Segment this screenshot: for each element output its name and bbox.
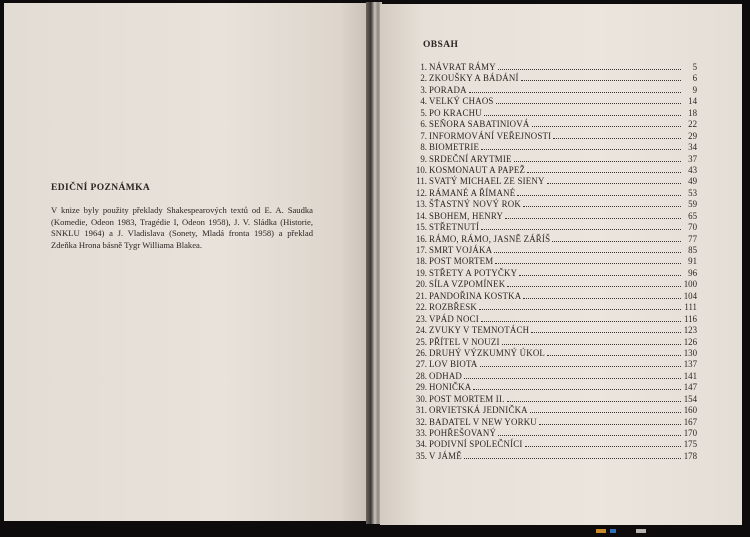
dot-leader [496,102,681,104]
dot-leader [527,171,681,173]
dot-leader [507,400,681,402]
dot-leader [523,297,681,299]
dot-leader [498,68,681,70]
toc-entry [413,382,697,393]
editorial-note-text: V knize byly použity překlady Shakespearových textů od E. A. Saudka (Komedie, Odeon 1983, Tragédie I, Odeon 1958), J. V. Sládka (Historie, SNKLU 1964) a J. Vladislava (Sonety, Mladá fronta 1958) a překlad Zdeňka Hrona básně Tygr Williama Blakea. [51,205,313,250]
editorial-note-heading: EDIČNÍ POZNÁMKA [51,183,151,193]
chapter-number: 17. [415,245,427,255]
page-number: 126 [683,336,697,347]
toc-entry [413,108,697,119]
chapter-title: SÍLA VZPOMÍNEK [429,279,506,290]
chapter-title: BIOMETRIE [429,142,480,153]
chapter-number: 25. [415,336,427,347]
chapter-title: HONIČKA [429,382,472,393]
chapter-number: 32. [415,416,427,427]
dot-leader [481,228,681,230]
toc-entry [413,131,697,142]
chapter-number: 11. [416,176,427,187]
chapter-title: ZVUKY V TEMNOTÁCH [429,325,530,336]
dot-leader [505,217,681,219]
chapter-number: 29. [415,382,427,393]
chapter-title: LOV BIOTA [429,359,478,370]
page-number: 65 [688,210,697,221]
chapter-title: PO KRACHU [429,107,482,118]
toc-entry [413,325,697,336]
chapter-title: STŘETY A POTYČKY [429,267,518,278]
chapter-title: ŠŤASTNÝ NOVÝ ROK [429,199,521,210]
chapter-number: 33. [415,428,427,438]
toc-entry [413,222,697,233]
chapter-title: SEŇORA SABATINIOVÁ [429,119,530,130]
toc-entry [413,245,697,256]
chapter-title: BADATEL V NEW YORKU [429,416,537,427]
chapter-number: 20. [415,279,427,290]
toc-entry [413,451,697,462]
toc-entry [413,405,697,416]
chapter-number: 6. [420,119,427,130]
chapter-title: DRUHÝ VÝZKUMNÝ ÚKOL [429,347,546,358]
page-number: 85 [688,245,697,255]
dot-leader [464,457,681,459]
page-number: 170 [683,428,697,438]
dot-leader [498,434,681,436]
chapter-number: 12. [415,187,427,198]
chapter-number: 21. [415,290,427,301]
page-number: 123 [683,325,697,336]
page-number: 96 [688,267,697,278]
dot-leader [481,320,681,322]
page-number: 116 [684,313,697,324]
dot-leader [514,160,681,162]
chapter-number: 10. [415,164,427,175]
chapter-title: PORADA [429,84,467,95]
toc-entry [413,268,697,279]
chapter-number: 14. [415,210,427,221]
page-number: 167 [683,416,697,427]
page-number: 154 [683,393,697,404]
dot-leader [547,182,681,184]
page-number: 160 [683,405,697,416]
chapter-number: 1. [420,62,427,72]
page-number: 137 [683,359,697,370]
chapter-number: 15. [415,222,427,233]
chapter-number: 23. [415,313,427,324]
chapter-title: SBOHEM, HENRY [429,210,504,221]
page-number: 22 [688,119,697,130]
chapter-title: NÁVRAT RÁMY [429,62,496,72]
page-number: 9 [692,84,697,95]
color-speck [610,529,616,533]
chapter-title: POHŘEŠOVANÝ [429,428,497,438]
dot-leader [525,445,681,447]
toc-entry [413,142,697,153]
dot-leader [531,331,681,333]
dot-leader [530,411,681,413]
dot-leader [502,343,681,345]
dot-leader [464,377,681,379]
color-speck [636,529,646,533]
toc-entry [413,314,697,325]
page-number: 43 [688,164,697,175]
page-number: 34 [688,142,697,153]
page-number: 5 [692,62,697,72]
page-number: 141 [683,370,697,381]
chapter-number: 16. [415,233,427,244]
chapter-number: 8. [420,142,427,153]
table-of-contents [413,62,697,462]
toc-entry [413,165,697,176]
chapter-title: STŘETNUTÍ [429,222,480,233]
toc-entry [413,394,697,405]
chapter-number: 7. [420,130,427,141]
chapter-number: 30. [415,393,427,404]
toc-entry [413,211,697,222]
chapter-title: VELKÝ CHAOS [429,96,494,107]
page-number: 147 [683,382,697,393]
dot-leader [539,423,681,425]
chapter-title: ORVIETSKÁ JEDNIČKA [429,405,528,416]
dot-leader [521,79,681,81]
dot-leader [532,125,682,127]
page-number: 100 [683,279,697,290]
chapter-number: 26. [415,347,427,358]
chapter-number: 3. [420,84,427,95]
page-number: 70 [688,222,697,233]
chapter-number: 34. [415,439,427,450]
page-number: 18 [688,107,697,118]
chapter-number: 18. [415,256,427,267]
chapter-number: 35. [415,450,427,461]
page-number: 111 [684,302,697,313]
dot-leader [553,137,681,139]
chapter-title: VPÁD NOCI [429,313,479,324]
dot-leader [517,194,681,196]
page-number: 104 [683,290,697,301]
page-number: 77 [688,233,697,244]
page-number: 178 [683,450,697,461]
toc-entry [413,73,697,84]
chapter-title: SVATÝ MICHAEL ZE SIENY [429,176,545,187]
chapter-number: 4. [420,96,427,107]
chapter-title: RÁMO, RÁMO, JASNĚ ZÁŘÍŠ [429,233,551,244]
page-number: 53 [688,187,697,198]
dot-leader [484,114,681,116]
chapter-title: ODHAD [429,370,463,381]
chapter-title: SMRT VOJÁKA [429,245,493,255]
dot-leader [519,274,681,276]
toc-entry [413,359,697,370]
dot-leader [507,285,681,287]
chapter-title: ROZBŘESK [429,302,477,313]
chapter-title: PŘÍTEL V NOUZI [429,336,500,347]
chapter-title: INFORMOVÁNÍ VEŘEJNOSTI [429,130,552,141]
chapter-number: 2. [420,73,427,84]
toc-entry [413,348,697,359]
page-number: 59 [688,199,697,210]
chapter-title: POST MORTEM II. [429,393,505,404]
page-number: 49 [688,176,697,187]
chapter-number: 19. [415,267,427,278]
chapter-title: PANDOŘINA KOSTKA [429,290,522,301]
toc-entry [413,96,697,107]
toc-entry [413,302,697,313]
chapter-title: RÁMANÉ A ŘÍMANÉ [429,187,516,198]
chapter-number: 9. [420,153,427,164]
page-number: 37 [688,153,697,164]
dot-leader [523,205,681,207]
chapter-number: 28. [415,370,427,381]
toc-entry [413,428,697,439]
chapter-number: 22. [415,302,427,313]
toc-entry [413,417,697,428]
chapter-number: 5. [420,107,427,118]
chapter-title: ZKOUŠKY A BÁDÁNÍ [429,73,519,84]
dot-leader [481,148,681,150]
page-number: 175 [683,439,697,450]
toc-entry [413,154,697,165]
chapter-title: V JÁMĚ [429,450,462,461]
toc-entry [413,62,697,73]
page-number: 91 [688,256,697,267]
toc-entry [413,176,697,187]
contents-heading: OBSAH [423,40,459,50]
toc-entry [413,371,697,382]
color-speck [596,529,606,533]
dot-leader [479,308,681,310]
toc-entry [413,337,697,348]
left-page [4,3,368,521]
page-number: 130 [683,347,697,358]
chapter-number: 31. [415,405,427,416]
dot-leader [473,388,681,390]
toc-entry [413,234,697,245]
toc-entry [413,439,697,450]
chapter-title: POST MORTEM [429,256,494,267]
dot-leader [480,365,681,367]
toc-entry [413,85,697,96]
page-number: 14 [688,96,697,107]
chapter-title: PODIVNÍ SPOLEČNÍCI [429,439,523,450]
chapter-number: 24. [415,325,427,336]
chapter-title: SRDEČNÍ ARYTMIE [429,153,512,164]
toc-entry [413,279,697,290]
page-number: 6 [692,73,697,84]
dot-leader [547,354,681,356]
toc-entry [413,119,697,130]
dot-leader [469,91,681,93]
chapter-number: 13. [415,199,427,210]
page-number: 29 [688,130,697,141]
toc-entry [413,199,697,210]
dot-leader [552,240,681,242]
toc-entry [413,188,697,199]
chapter-title: KOSMONAUT A PAPEŽ [429,164,526,175]
dot-leader [495,262,681,264]
toc-entry [413,291,697,302]
dot-leader [494,251,681,253]
chapter-number: 27. [415,359,427,370]
toc-entry [413,256,697,267]
